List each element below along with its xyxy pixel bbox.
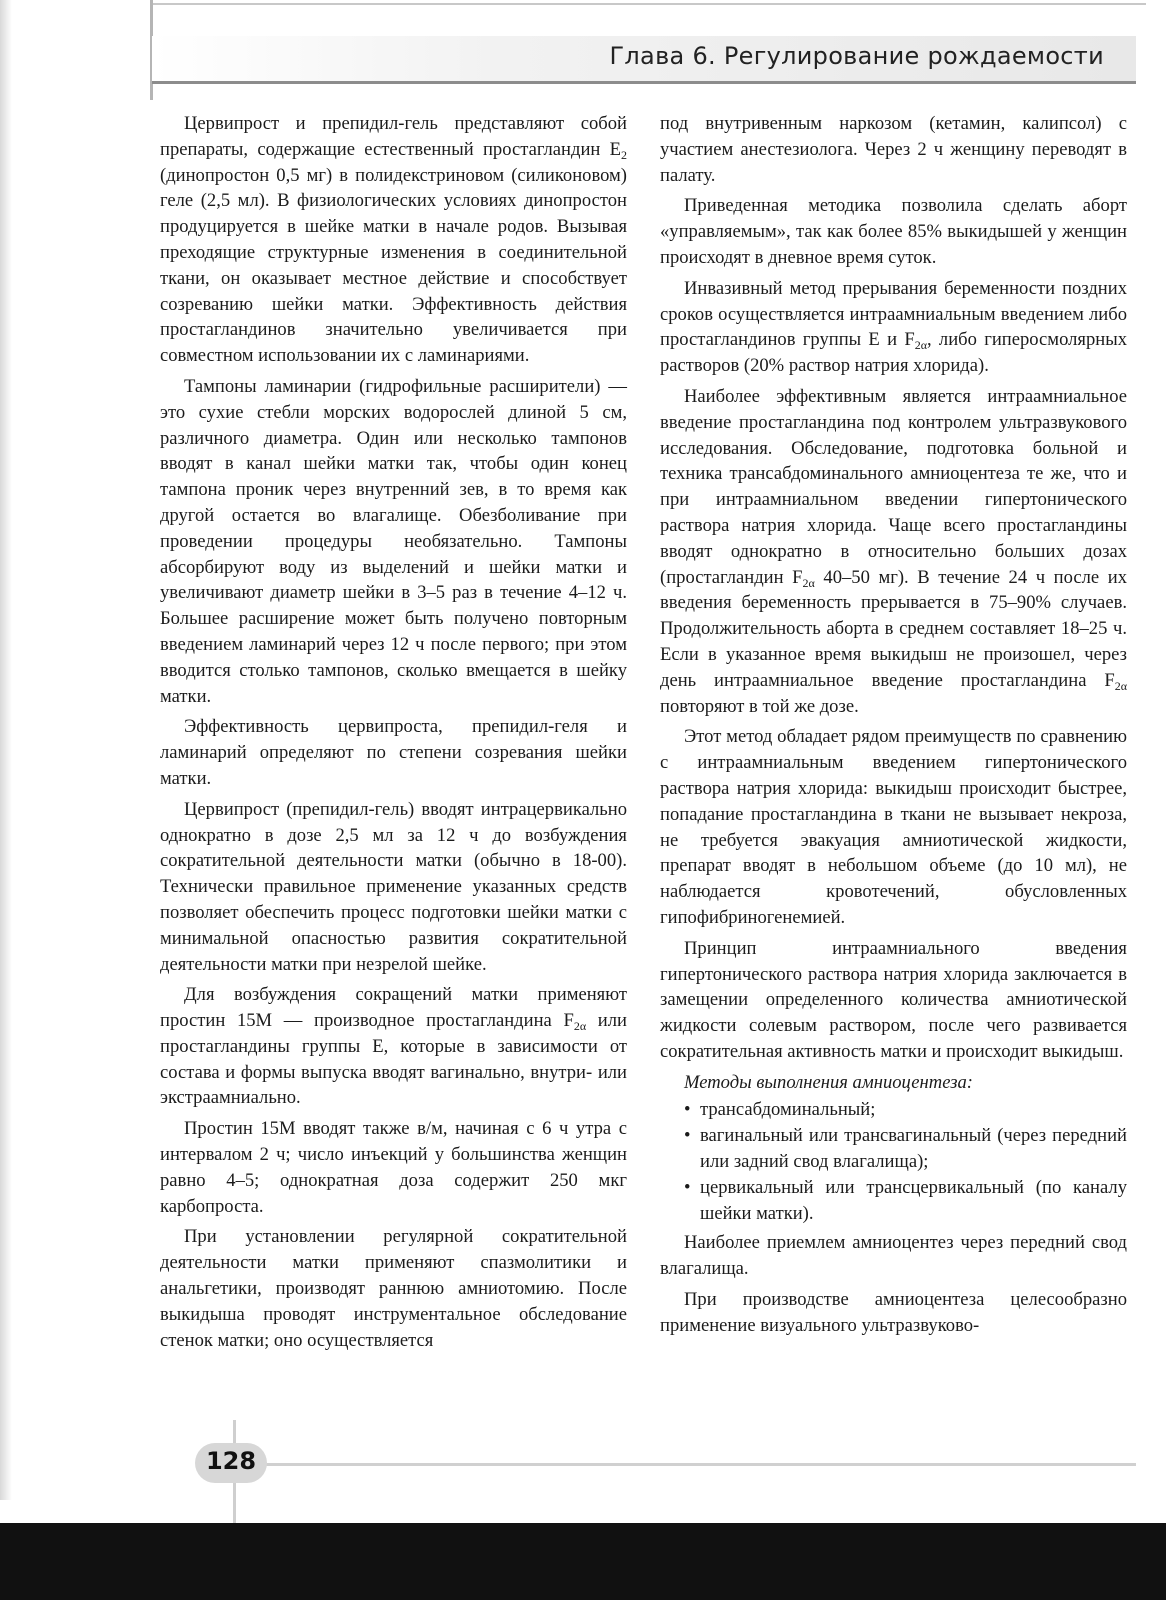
paragraph: Эффективность цервипроста, препидил-геля и ламинарий определяют по степени созревания шейки матки.	[160, 716, 627, 789]
page-number: 128	[205, 1447, 257, 1475]
paragraph: Цервипрост и препидил-гель представляют собой препараты, содержащие естественный простагландин $E_2$ (динопростон 0,5 мг) в полидекстриновом (силиконовом) геле (2,5 мл). В физиологических условиях динопростон продуцируется в шейке матки в начале родов. Вызывая преходящие структурные изменения в соединительной ткани, он оказывает местное действие и способствует созреванию шейки матки. Эффективность действия простагландинов значительно увеличивается при совместном использовании их с ламинариями.	[160, 113, 627, 367]
top-rule	[150, 3, 1146, 5]
paragraph: Этот метод обладает рядом преимуществ по сравнению с интраамниальным введением гипертонического раствора натрия хлорида: выкидыш происходит быстрее, попадание простагландина в ткани не вызывает некроза, не требуется эвакуация амниотической жидкости, препарат вводят в небольшом объеме (до 10 мл), не наблюдается кровотечений, обусловленных гипофибриногенемией.	[660, 726, 1127, 928]
header-rule	[152, 81, 1136, 84]
page-edge-shadow	[0, 0, 12, 1500]
left-column	[160, 111, 627, 1353]
scan-bottom-border	[0, 1523, 1166, 1600]
chapter-title: Глава 6. Регулирование рождаемости	[609, 42, 1104, 70]
right-column	[660, 111, 1127, 1339]
list-heading: Методы выполнения амниоцентеза:	[684, 1071, 973, 1093]
paragraph: Инвазивный метод прерывания беременности поздних сроков осуществляется интраамниальным введением либо простагландинов группы E и $F_{2\alpha}$, либо гиперосмолярных растворов (20% раствор натрия хлорида).	[660, 277, 1127, 377]
paragraph: Приведенная методика позволила сделать аборт «управляемым», так как более 85% выкидышей у женщин происходят в дневное время суток.	[660, 195, 1127, 268]
bullet-icon: •	[684, 1125, 691, 1147]
paragraph: При производстве амниоцентеза целесообразно применение визуального ультразвуково-	[660, 1289, 1127, 1336]
paragraph: При установлении регулярной сократительной деятельности матки применяют спазмолитики и анальгетики, производят раннюю амниотомию. После выкидыша проводят инструментальное обследование стенок матки; оно осуществляется	[160, 1226, 627, 1351]
paragraph: Принцип интраамниального введения гипертонического раствора натрия хлорида заключается в замещении определенного количества амниотической жидкости солевым раствором, после чего развивается сократительная активность матки и происходит выкидыш.	[660, 937, 1127, 1062]
paragraph: Наиболее эффективным является интраамниальное введение простагландина под контролем ультразвукового исследования. Обследование, подготовка больной и техника трансабдоминального амниоцентеза те же, что и при интраамниальном введении гипертонического раствора натрия хлорида. Чаще всего простагландины вводят однократно в относительно больших дозах (простагландин $F_{2\alpha}$ 40–50 мг). В течение 24 ч после их введения беременность прерывается в 75–90% случаев. Продолжительность аборта в среднем составляет 18–25 ч. Если в указанное время выкидыш не произошел, через день интраамниальное введение простагландина $F_{2\alpha}$ повторяют в той же дозе.	[660, 385, 1127, 717]
methods-list	[660, 1097, 1127, 1226]
paragraph: под внутривенным наркозом (кетамин, калипсол) с участием анестезиолога. Через 2 ч женщину переводят в палату.	[660, 113, 1127, 186]
list-item: • трансабдоминальный;	[660, 1097, 1127, 1123]
paragraph: Наиболее приемлем амниоцентез через передний свод влагалища.	[660, 1232, 1127, 1280]
list-item: • цервикальный или трансцервикальный (по каналу шейки матки).	[684, 1176, 1127, 1224]
paragraph: Цервипрост (препидил-гель) вводят интрацервикально однократно в дозе 2,5 мл за 12 ч до возбуждения сократительной деятельности матки (обычно в 18-00). Технически правильное применение указанных средств позволяет обеспечить процесс подготовки шейки матки с минимальной опасностью развития сократительной деятельности матки при незрелой шейке.	[160, 798, 627, 975]
running-header	[152, 36, 1136, 82]
paragraph: Тампоны ламинарии (гидрофильные расширители) — это сухие стебли морских водорослей длиной 5 см, различного диаметра. Один или несколько тампонов вводят в канал шейки матки так, чтобы один конец тампона проник через внутренний зев, в то время как другой остается во влагалище. Обезболивание при проведении процедуры необязательно. Тампоны абсорбируют воду из выделений и шейки матки и увеличивают диаметр шейки в 3–5 раз в течение 4–12 ч. Большее расширение может быть получено повторным введением ламинарий через 12 ч после первого; при этом вводится столько тампонов, сколько вмещается в шейку матки.	[160, 375, 627, 707]
bullet-icon: •	[684, 1099, 691, 1121]
paragraph: Простин 15M вводят также в/м, начиная с 6 ч утра с интервалом 2 ч; число инъекций у большинства женщин равно 4–5; однократная доза содержит 250 мкг карбопроста.	[160, 1118, 627, 1217]
footer-rule	[235, 1463, 1136, 1466]
paragraph: Для возбуждения сокращений матки применяют простин 15M — производное простагландина $F_{2\alpha}$ или простагландины группы E, которые в зависимости от состава и формы выпуска вводят вагинально, внутри- или экстраамниально.	[160, 984, 627, 1109]
list-item: • вагинальный или трансвагинальный (через передний или задний свод влагалища);	[684, 1125, 1127, 1173]
bullet-icon: •	[684, 1176, 691, 1198]
